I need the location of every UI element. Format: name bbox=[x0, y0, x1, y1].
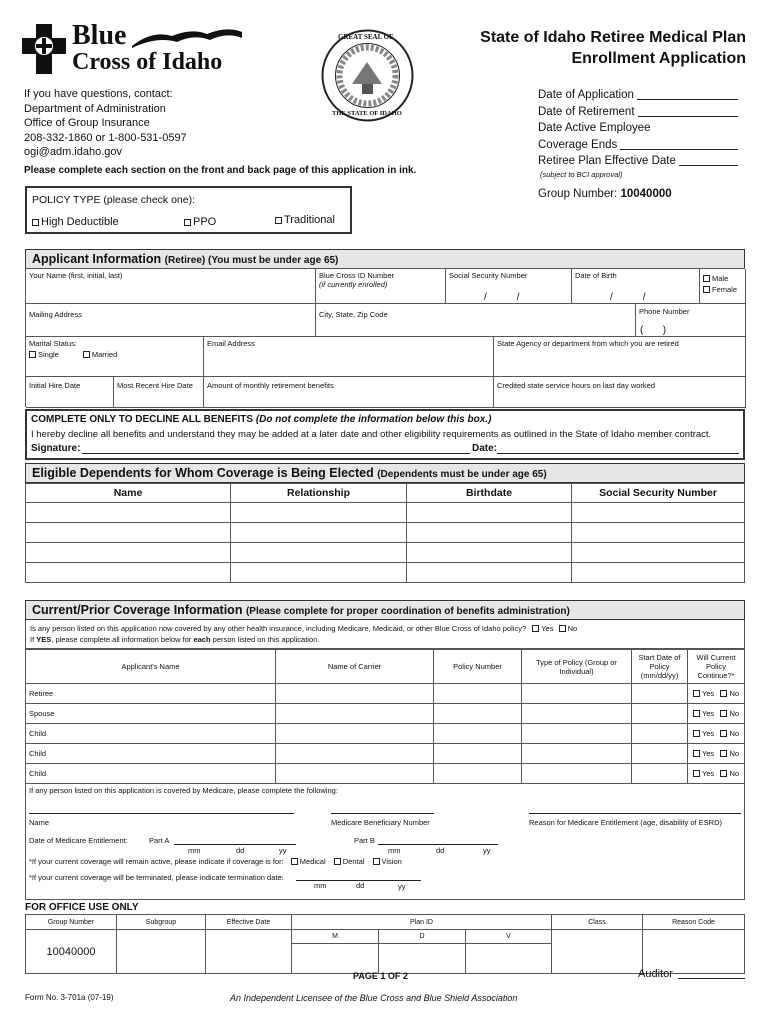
office-cell[interactable] bbox=[292, 944, 379, 974]
cov-cell[interactable] bbox=[632, 724, 688, 744]
male-label: Male bbox=[712, 274, 729, 283]
cov-cell[interactable] bbox=[434, 744, 522, 764]
checkbox-icon[interactable] bbox=[373, 858, 380, 865]
part-a-dd: dd bbox=[236, 846, 245, 855]
auditor-label: Auditor bbox=[638, 968, 673, 980]
medicare-name-field[interactable] bbox=[29, 813, 294, 814]
single-label: Single bbox=[38, 350, 59, 359]
decline-text: I hereby decline all benefits and understand they may be added at a later date and other eligibility requirements as outlined in the State of Idaho member contract. bbox=[31, 429, 712, 440]
cov-cell[interactable] bbox=[632, 764, 688, 784]
ink-instruction: Please complete each section on the front and back page of this application in ink. bbox=[24, 165, 417, 176]
office-col-reason: Reason Code bbox=[643, 915, 745, 930]
table-row bbox=[26, 523, 745, 543]
cov-cell[interactable] bbox=[522, 764, 632, 784]
coverage-no[interactable] bbox=[559, 624, 578, 633]
cov-cell[interactable] bbox=[632, 684, 688, 704]
benefits-label: Amount of monthly retirement benefits bbox=[207, 381, 334, 390]
part-b-yy: yy bbox=[483, 846, 491, 855]
contact-line: If you have questions, contact: bbox=[24, 88, 173, 100]
continue-no[interactable]: No bbox=[720, 729, 739, 738]
dep-cell[interactable] bbox=[572, 563, 745, 583]
dep-col-ssn: Social Security Number bbox=[572, 484, 745, 503]
checkbox-icon[interactable] bbox=[291, 858, 298, 865]
checkbox-icon[interactable] bbox=[184, 219, 191, 226]
table-row bbox=[26, 724, 745, 744]
email-label: Email Address bbox=[207, 339, 255, 348]
checkbox-icon[interactable] bbox=[693, 750, 700, 757]
cov-row-label: Child bbox=[26, 724, 276, 744]
checkbox-icon[interactable] bbox=[703, 286, 710, 293]
cov-cell[interactable] bbox=[632, 744, 688, 764]
auditor-field[interactable] bbox=[678, 978, 745, 979]
city-state-zip-field[interactable] bbox=[316, 304, 636, 337]
office-col-group: Group Number bbox=[26, 915, 117, 930]
checkbox-icon[interactable] bbox=[32, 219, 39, 226]
policy-option-high-deductible[interactable] bbox=[32, 216, 119, 228]
dep-cell[interactable] bbox=[231, 543, 407, 563]
applicant-subtitle: (Retiree) (You must be under age 65) bbox=[164, 255, 339, 266]
seal-top-text: GREAT SEAL OF bbox=[338, 33, 394, 41]
dep-col-relationship: Relationship bbox=[231, 484, 407, 503]
contact-line: ogi@adm.idaho.gov bbox=[24, 146, 123, 158]
continue-yes[interactable]: Yes bbox=[693, 689, 714, 698]
cov-cell[interactable] bbox=[522, 744, 632, 764]
office-col-subgroup: Subgroup bbox=[117, 915, 206, 930]
dependents-title: Eligible Dependents for Whom Coverage is Being Elected bbox=[32, 466, 374, 480]
decline-note: (Do not complete the information below this box.) bbox=[255, 414, 492, 425]
table-row bbox=[26, 744, 745, 764]
policy-option-traditional[interactable] bbox=[275, 214, 335, 226]
applicant-section-header bbox=[25, 249, 745, 269]
checkbox-icon[interactable] bbox=[703, 275, 710, 282]
checkbox-icon[interactable] bbox=[720, 710, 727, 717]
cov-row-label: Spouse bbox=[26, 704, 276, 724]
marital-status-field bbox=[26, 337, 204, 377]
medicare-box bbox=[25, 782, 745, 900]
cov-cell[interactable] bbox=[276, 764, 434, 784]
dependents-subtitle: (Dependents must be under age 65) bbox=[377, 469, 547, 480]
coverage-medical[interactable]: Medical bbox=[291, 857, 326, 866]
continue-no[interactable]: No bbox=[720, 769, 739, 778]
table-row bbox=[26, 684, 745, 704]
office-col-effective: Effective Date bbox=[206, 915, 292, 930]
office-cell[interactable] bbox=[466, 944, 552, 974]
mailing-label: Mailing Address bbox=[29, 310, 82, 319]
dep-cell[interactable] bbox=[407, 523, 572, 543]
cov-continue-cell bbox=[688, 704, 745, 724]
service-hours-field[interactable] bbox=[494, 377, 746, 408]
seal-bottom-text: THE STATE OF IDAHO bbox=[332, 110, 402, 117]
office-cell[interactable] bbox=[117, 930, 206, 974]
dep-cell[interactable] bbox=[572, 523, 745, 543]
agency-label: State Agency or department from which you are retired bbox=[497, 339, 679, 348]
decline-box bbox=[25, 409, 745, 460]
policy-option-label: Traditional bbox=[284, 214, 335, 226]
ssn-field[interactable] bbox=[446, 269, 572, 304]
bcid-label: Blue Cross ID Number bbox=[319, 271, 395, 280]
dep-cell[interactable] bbox=[572, 503, 745, 523]
dob-field[interactable] bbox=[572, 269, 700, 304]
bcid-note: (if currently enrolled) bbox=[319, 280, 388, 289]
effective-date-note: (subject to BCI approval) bbox=[540, 169, 623, 179]
no-label: No bbox=[567, 624, 578, 633]
continue-yes[interactable]: Yes bbox=[693, 749, 714, 758]
coverage-title: Current/Prior Coverage Information bbox=[32, 603, 243, 617]
office-cell[interactable] bbox=[552, 930, 643, 974]
contact-line: 208-332-1860 or 1-800-531-0597 bbox=[24, 131, 187, 144]
dep-cell[interactable] bbox=[407, 503, 572, 523]
marital-married[interactable] bbox=[83, 350, 117, 359]
medicare-reason-field[interactable] bbox=[529, 813, 741, 814]
part-a-field[interactable] bbox=[174, 844, 296, 845]
office-cell[interactable] bbox=[206, 930, 292, 974]
effective-date-field[interactable] bbox=[679, 153, 738, 166]
office-col-class: Class bbox=[552, 915, 643, 930]
cov-col-carrier: Name of Carrier bbox=[276, 650, 434, 684]
checkbox-icon[interactable] bbox=[83, 351, 90, 358]
checkbox-icon[interactable] bbox=[693, 730, 700, 737]
applicant-title: Applicant Information bbox=[32, 252, 162, 266]
phone-field[interactable] bbox=[636, 304, 746, 337]
continue-yes[interactable]: Yes bbox=[693, 729, 714, 738]
dep-cell[interactable] bbox=[26, 523, 231, 543]
dep-cell[interactable] bbox=[407, 563, 572, 583]
applicant-grid bbox=[25, 268, 745, 407]
married-label: Married bbox=[91, 350, 118, 359]
title-line-1: State of Idaho Retiree Medical Plan bbox=[480, 29, 746, 46]
mailing-address-field[interactable] bbox=[26, 304, 316, 337]
cov-continue-cell bbox=[688, 764, 745, 784]
checkbox-icon[interactable] bbox=[693, 690, 700, 697]
form-number: Form No. 3-701a (07-19) bbox=[25, 993, 114, 1002]
part-b-field[interactable] bbox=[378, 844, 498, 845]
checkbox-icon[interactable] bbox=[532, 625, 539, 632]
phone-label: Phone Number bbox=[639, 307, 690, 316]
checkbox-icon[interactable] bbox=[559, 625, 566, 632]
contact-line: Office of Group Insurance bbox=[24, 117, 150, 129]
checkbox-icon[interactable] bbox=[693, 770, 700, 777]
dep-cell[interactable] bbox=[231, 503, 407, 523]
ssn-label: Social Security Number bbox=[449, 271, 528, 280]
table-row bbox=[26, 503, 745, 523]
table-row bbox=[26, 563, 745, 583]
bcid-field[interactable] bbox=[316, 269, 446, 304]
email-field[interactable] bbox=[204, 337, 494, 377]
medicare-beneficiary-field[interactable] bbox=[331, 813, 434, 814]
policy-type-box bbox=[25, 186, 352, 234]
cov-cell[interactable] bbox=[632, 704, 688, 724]
checkbox-icon[interactable] bbox=[720, 730, 727, 737]
dep-cell[interactable] bbox=[26, 563, 231, 583]
dependents-section-header bbox=[25, 463, 745, 483]
part-a-yy: yy bbox=[279, 846, 287, 855]
continue-no[interactable]: No bbox=[720, 749, 739, 758]
policy-option-label: PPO bbox=[193, 216, 217, 228]
page-title bbox=[480, 27, 746, 69]
policy-option-label: High Deductible bbox=[41, 216, 119, 228]
policy-type-title: POLICY TYPE (please check one): bbox=[32, 194, 196, 206]
cov-cell[interactable] bbox=[434, 684, 522, 704]
policy-option-ppo[interactable] bbox=[184, 216, 216, 228]
checkbox-icon[interactable] bbox=[720, 690, 727, 697]
active-coverage-label-1: Date Active Employee bbox=[538, 122, 651, 134]
checkbox-icon[interactable] bbox=[334, 858, 341, 865]
cov-cell[interactable] bbox=[276, 744, 434, 764]
part-b-label: Part B bbox=[354, 836, 375, 845]
coverage-ends-field[interactable] bbox=[620, 137, 738, 150]
medicare-beneficiary-label: Medicare Beneficiary Number bbox=[331, 818, 430, 827]
female-label: Female bbox=[712, 285, 738, 294]
phone-parens: ( ) bbox=[640, 325, 667, 336]
dep-col-name: Name bbox=[26, 484, 231, 503]
cov-cell[interactable] bbox=[434, 724, 522, 744]
gender-female[interactable] bbox=[703, 285, 742, 294]
blue-cross-icon bbox=[22, 24, 66, 74]
signature-label: Signature: bbox=[31, 443, 81, 454]
yes-label: Yes bbox=[541, 624, 554, 633]
cov-cell[interactable] bbox=[276, 704, 434, 724]
table-row bbox=[26, 704, 745, 724]
cov-col-policy-number: Policy Number bbox=[434, 650, 522, 684]
office-cell[interactable] bbox=[643, 930, 745, 974]
plan-id-d: D bbox=[379, 930, 466, 944]
dep-cell[interactable] bbox=[26, 543, 231, 563]
coverage-table bbox=[25, 649, 745, 784]
effective-date-label: Retiree Plan Effective Date bbox=[538, 155, 676, 167]
recent-hire-date-field[interactable] bbox=[114, 377, 204, 408]
checkbox-icon[interactable] bbox=[29, 351, 36, 358]
cov-cell[interactable] bbox=[522, 684, 632, 704]
continue-no[interactable]: No bbox=[720, 709, 739, 718]
checkbox-icon[interactable] bbox=[720, 750, 727, 757]
city-label: City, State, Zip Code bbox=[319, 310, 388, 319]
marital-label: Marital Status: bbox=[29, 339, 77, 348]
office-cell[interactable] bbox=[379, 944, 466, 974]
dependents-table bbox=[25, 483, 745, 583]
entitlement-date-label: Date of Medicare Entitlement: bbox=[29, 836, 128, 845]
cov-row-label: Child bbox=[26, 744, 276, 764]
monthly-benefits-field[interactable] bbox=[204, 377, 494, 408]
checkbox-icon[interactable] bbox=[720, 770, 727, 777]
signature-field[interactable] bbox=[82, 443, 470, 454]
ssn-slashes: // bbox=[484, 292, 550, 303]
office-col-plan-id: Plan ID bbox=[292, 915, 552, 930]
office-use-table bbox=[25, 914, 745, 974]
gender-field bbox=[700, 269, 746, 304]
dob-label: Date of Birth bbox=[575, 271, 617, 280]
date-of-application-field[interactable] bbox=[637, 87, 738, 100]
dep-col-birthdate: Birthdate bbox=[407, 484, 572, 503]
marital-single[interactable] bbox=[29, 350, 59, 359]
group-number-value: 10040000 bbox=[620, 187, 672, 200]
cov-continue-cell bbox=[688, 684, 745, 704]
coverage-question: Is any person listed on this application now covered by any other health insurance, including Medicare, Medicaid, or other Blue Cross of Idaho policy? bbox=[30, 624, 527, 633]
gender-male[interactable] bbox=[703, 274, 742, 283]
term-yy: yy bbox=[398, 882, 406, 891]
dep-cell[interactable] bbox=[231, 563, 407, 583]
cov-cell[interactable] bbox=[522, 704, 632, 724]
continue-yes[interactable]: Yes bbox=[693, 709, 714, 718]
page-number: PAGE 1 OF 2 bbox=[353, 971, 408, 981]
contact-line: Department of Administration bbox=[24, 102, 166, 115]
part-a-mm: mm bbox=[188, 846, 201, 855]
checkbox-icon[interactable] bbox=[693, 710, 700, 717]
logo-word-blue: Blue bbox=[72, 20, 127, 51]
cov-row-label: Child bbox=[26, 764, 276, 784]
dep-cell[interactable] bbox=[572, 543, 745, 563]
cov-cell[interactable] bbox=[276, 684, 434, 704]
group-number-label: Group Number: bbox=[538, 187, 618, 200]
plan-id-v: V bbox=[466, 930, 552, 944]
cov-col-continue: Will Current Policy Continue?* bbox=[688, 650, 745, 684]
seal-icon bbox=[320, 28, 415, 123]
decline-title: COMPLETE ONLY TO DECLINE ALL BENEFITS (Do not complete the information below this box.) bbox=[31, 414, 492, 425]
title-line-2: Enrollment Application bbox=[571, 50, 746, 67]
coverage-intro bbox=[25, 620, 745, 649]
initial-hire-date-field[interactable] bbox=[26, 377, 114, 408]
plan-id-m: M bbox=[292, 930, 379, 944]
agency-field[interactable] bbox=[494, 337, 746, 377]
hire-label: Initial Hire Date bbox=[29, 381, 81, 390]
cov-cell[interactable] bbox=[434, 704, 522, 724]
cov-row-label: Retiree bbox=[26, 684, 276, 704]
cov-col-applicant: Applicant's Name bbox=[26, 650, 276, 684]
dep-cell[interactable] bbox=[231, 523, 407, 543]
dep-cell[interactable] bbox=[407, 543, 572, 563]
coverage-vision[interactable]: Vision bbox=[373, 857, 402, 866]
medicare-intro: If any person listed on this application is covered by Medicare, please complete the following: bbox=[29, 786, 338, 795]
active-coverage-label-2: Coverage Ends bbox=[538, 138, 618, 151]
coverage-if-yes: If YES, please complete all information below for each person listed on this application. bbox=[30, 635, 320, 644]
part-a-label: Part A bbox=[149, 836, 170, 845]
termination-note: *If your current coverage will be terminated, please indicate termination date: bbox=[29, 873, 284, 882]
coverage-dental[interactable]: Dental bbox=[334, 857, 365, 866]
table-row bbox=[26, 764, 745, 784]
decline-date-field[interactable] bbox=[497, 443, 739, 454]
checkbox-icon[interactable] bbox=[275, 217, 282, 224]
table-row bbox=[26, 543, 745, 563]
logo-word-cross: Cross of Idaho bbox=[72, 49, 223, 75]
coverage-yes[interactable] bbox=[532, 624, 553, 633]
recent-label: Most Recent Hire Date bbox=[117, 381, 193, 390]
cov-col-start-date: Start Date of Policy (mm/dd/yy) bbox=[632, 650, 688, 684]
licensee-text: An Independent Licensee of the Blue Cross and Blue Shield Association bbox=[230, 993, 518, 1003]
dates-block bbox=[538, 87, 738, 202]
office-group-value: 10040000 bbox=[26, 930, 117, 974]
name-label: Your Name (first, initial, last) bbox=[29, 271, 123, 280]
cov-continue-cell bbox=[688, 724, 745, 744]
office-use-title: FOR OFFICE USE ONLY bbox=[25, 902, 139, 913]
date-of-application-label: Date of Application bbox=[538, 89, 634, 101]
date-of-retirement-field[interactable] bbox=[638, 104, 738, 117]
cov-continue-cell bbox=[688, 744, 745, 764]
medicare-name-label: Name bbox=[29, 818, 50, 827]
active-coverage-note: *If your current coverage will remain active, please indicate if coverage is for: Medical Dental Vision bbox=[29, 857, 402, 866]
coverage-section-header bbox=[25, 600, 745, 620]
coverage-subtitle: (Please complete for proper coordination of benefits administration) bbox=[245, 606, 570, 617]
date-of-retirement-label: Date of Retirement bbox=[538, 105, 635, 118]
dob-slashes: // bbox=[610, 292, 676, 303]
continue-yes[interactable]: Yes bbox=[693, 769, 714, 778]
contact-block bbox=[24, 87, 187, 160]
hours-label: Credited state service hours on last day worked bbox=[497, 381, 655, 390]
state-seal bbox=[320, 28, 415, 123]
logo bbox=[22, 22, 247, 76]
term-dd: dd bbox=[356, 881, 365, 890]
cov-cell[interactable] bbox=[276, 724, 434, 744]
decline-date-label: Date: bbox=[471, 443, 497, 454]
name-field[interactable] bbox=[26, 269, 316, 304]
continue-no[interactable]: No bbox=[720, 689, 739, 698]
part-b-mm: mm bbox=[388, 846, 401, 855]
medicare-reason-label: Reason for Medicare Entitlement (age, disability of ESRD) bbox=[529, 818, 723, 827]
term-mm: mm bbox=[314, 881, 327, 890]
part-b-dd: dd bbox=[436, 846, 445, 855]
cov-cell[interactable] bbox=[522, 724, 632, 744]
dep-cell[interactable] bbox=[26, 503, 231, 523]
cov-cell[interactable] bbox=[434, 764, 522, 784]
cov-col-policy-type: Type of Policy (Group or Individual) bbox=[522, 650, 632, 684]
mountain-icon bbox=[132, 26, 242, 48]
